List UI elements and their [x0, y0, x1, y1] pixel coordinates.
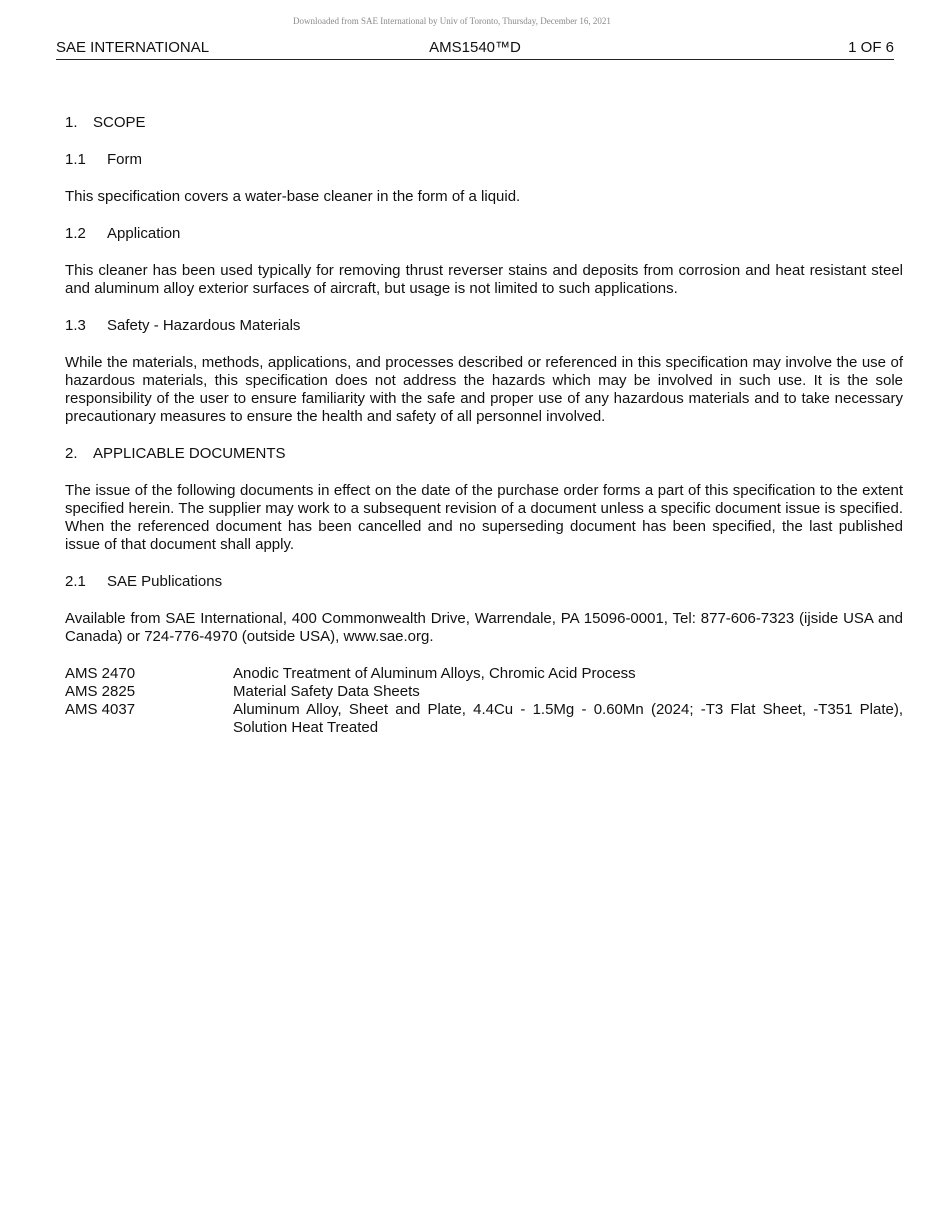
document-row [65, 683, 903, 701]
section-heading-form [65, 151, 903, 169]
referenced-documents-list [65, 665, 903, 737]
document-row [65, 701, 903, 737]
document-id: AMS 2470 [65, 665, 136, 682]
page-header [56, 39, 894, 60]
document-row [65, 665, 903, 683]
section-heading-scope [65, 114, 903, 132]
section-title: SCOPE [93, 114, 146, 131]
paragraph-applicable-documents: The issue of the following documents in effect on the date of the purchase order forms a part of this specification to the extent specified herein. The supplier may work to a subsequent revision of a document unless a specific document issue is specified. When the referenced document has been cancelled and no superseding document has been specified, the last published issue of that document shall apply. [65, 482, 903, 553]
section-title: SAE Publications [107, 573, 223, 590]
document-body [65, 114, 903, 737]
section-number: 1.2 [65, 225, 86, 242]
section-title: APPLICABLE DOCUMENTS [93, 445, 286, 462]
section-title: Form [107, 151, 142, 168]
header-document-id: AMS1540™D [429, 39, 521, 56]
section-heading-applicable-documents [65, 445, 903, 463]
document-title: Anodic Treatment of Aluminum Alloys, Chromic Acid Process [233, 665, 636, 682]
header-page-number: 1 OF 6 [848, 39, 894, 56]
document-id: AMS 2825 [65, 683, 136, 700]
paragraph-sae-publications: Available from SAE International, 400 Commonwealth Drive, Warrendale, PA 15096-0001, Tel: 877-606-7323 (ijside USA and Canada) or 724-776-4970 (outside USA), www.sae.org. [65, 610, 903, 645]
document-id: AMS 4037 [65, 701, 136, 718]
section-number: 2. [65, 445, 78, 462]
section-number: 1.3 [65, 317, 86, 334]
section-title: Safety - Hazardous Materials [107, 317, 301, 334]
header-publisher: SAE INTERNATIONAL [56, 39, 210, 56]
section-title: Application [107, 225, 181, 242]
section-heading-safety [65, 317, 903, 335]
download-watermark: Downloaded from SAE International by Univ of Toronto, Thursday, December 16, 2021 [293, 16, 611, 26]
section-number: 1. [65, 114, 78, 131]
section-number: 2.1 [65, 573, 86, 590]
paragraph-safety: While the materials, methods, applications, and processes described or referenced in this specification may involve the use of hazardous materials, this specification does not address the hazards which may be involved in such use. It is the sole responsibility of the user to ensure familiarity with the safe and proper use of any hazardous materials and to take necessary precautionary measures to ensure the health and safety of all personnel involved. [65, 354, 903, 425]
paragraph-form: This specification covers a water-base cleaner in the form of a liquid. [65, 188, 521, 205]
section-heading-application [65, 225, 903, 243]
section-heading-sae-publications [65, 573, 903, 591]
document-title: Material Safety Data Sheets [233, 683, 420, 700]
document-title: Aluminum Alloy, Sheet and Plate, 4.4Cu - 1.5Mg - 0.60Mn (2024; -T3 Flat Sheet, -T351 Plate), Solution Heat Treated [233, 701, 903, 736]
section-number: 1.1 [65, 151, 86, 168]
paragraph-application: This cleaner has been used typically for removing thrust reverser stains and deposits from corrosion and heat resistant steel and aluminum alloy exterior surfaces of aircraft, but usage is not limited to such applications. [65, 262, 903, 297]
